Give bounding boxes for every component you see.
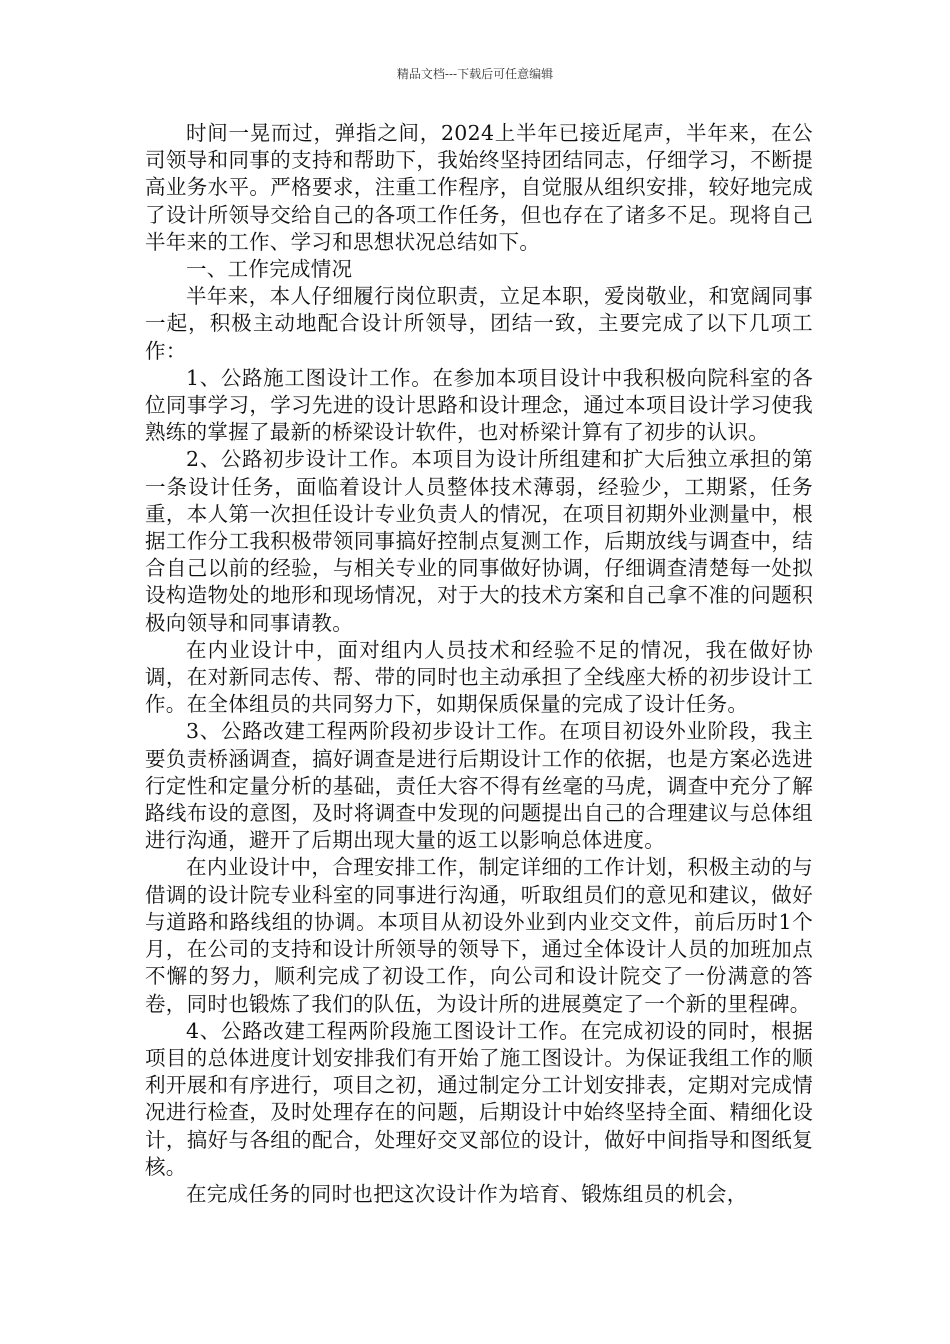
paragraph-item-3: 3、公路改建工程两阶段初步设计工作。在项目初设外业阶段，我主要负责桥涵调查，搞好调查是进行后期设计工作的依据，也是方案必选进行定性和定量分析的基础，责任大容不得有丝毫的马虎，调查中充分了解路线布设的意图，及时将调查中发现的问题提出自己的合理建议与总体组进行沟通，避开了后期出现大量的返工以影响总体进度。	[145, 719, 813, 853]
paragraph-overview: 半年来，本人仔细履行岗位职责，立足本职，爱岗敬业，和宽阔同事一起，积极主动地配合设计所领导，团结一致，主要完成了以下几项工作：	[145, 284, 813, 363]
paragraph-item-4-continued: 在完成任务的同时也把这次设计作为培育、锻炼组员的机会，	[186, 1181, 748, 1206]
document-body	[145, 120, 813, 1208]
paragraph-item-3-continued: 在内业设计中，合理安排工作，制定详细的工作计划，积极主动的与借调的设计院专业科室的同事进行沟通，听取组员们的意见和建议，做好与道路和路线组的协调。本项目从初设外业到内业交文件，前后历时1个月，在公司的支持和设计所领导的领导下，通过全体设计人员的加班加点不懈的努力，顺利完成了初设工作，向公司和设计院交了一份满意的答卷，同时也锻炼了我们的队伍，为设计所的进展奠定了一个新的里程碑。	[145, 855, 813, 1016]
paragraph-item-1: 1、公路施工图设计工作。在参加本项目设计中我积极向院科室的各位同事学习，学习先进的设计思路和设计理念，通过本项目设计学习使我熟练的掌握了最新的桥梁设计软件，也对桥梁计算有了初步的认识。	[145, 365, 813, 445]
paragraph-item-2: 2、公路初步设计工作。本项目为设计所组建和扩大后独立承担的第一条设计任务，面临着设计人员整体技术薄弱，经验少，工期紧，任务重，本人第一次担任设计专业负责人的情况，在项目初期外业测量中，根据工作分工我积极带领同事搞好控制点复测工作，后期放线与调查中，结合自己以前的经验，与相关专业的同事做好协调，仔细调查清楚每一处拟设构造物处的地形和现场情况，对于大的技术方案和自己拿不准的问题积极向领导和同事请教。	[145, 447, 813, 635]
paragraph-item-2-continued: 在内业设计中，面对组内人员技术和经验不足的情况，我在做好协调，在对新同志传、帮、带的同时也主动承担了全线座大桥的初步设计工作。在全体组员的共同努力下，如期保质保量的完成了设计任务。	[145, 637, 813, 717]
section-heading: 一、工作完成情况	[186, 257, 353, 282]
page-header: 精品文档---下载后可任意编辑	[396, 67, 554, 81]
paragraph-intro: 时间一晃而过，弹指之间，2024上半年已接近尾声，半年来，在公司领导和同事的支持和帮助下，我始终坚持团结同志，仔细学习，不断提高业务水平。严格要求，注重工作程序，自觉服从组织安排，较好地完成了设计所领导交给自己的各项工作任务，但也存在了诸多不足。现将自己半年来的工作、学习和思想状况总结如下。	[145, 121, 813, 254]
paragraph-item-4: 4、公路改建工程两阶段施工图设计工作。在完成初设的同时，根据项目的总体进度计划安排我们有开始了施工图设计。为保证我组工作的顺利开展和有序进行，项目之初，通过制定分工计划安排表，定期对完成情况进行检查，及时处理存在的问题，后期设计中始终坚持全面、精细化设计，搞好与各组的配合，处理好交叉部位的设计，做好中间指导和图纸复核。	[145, 1018, 813, 1179]
